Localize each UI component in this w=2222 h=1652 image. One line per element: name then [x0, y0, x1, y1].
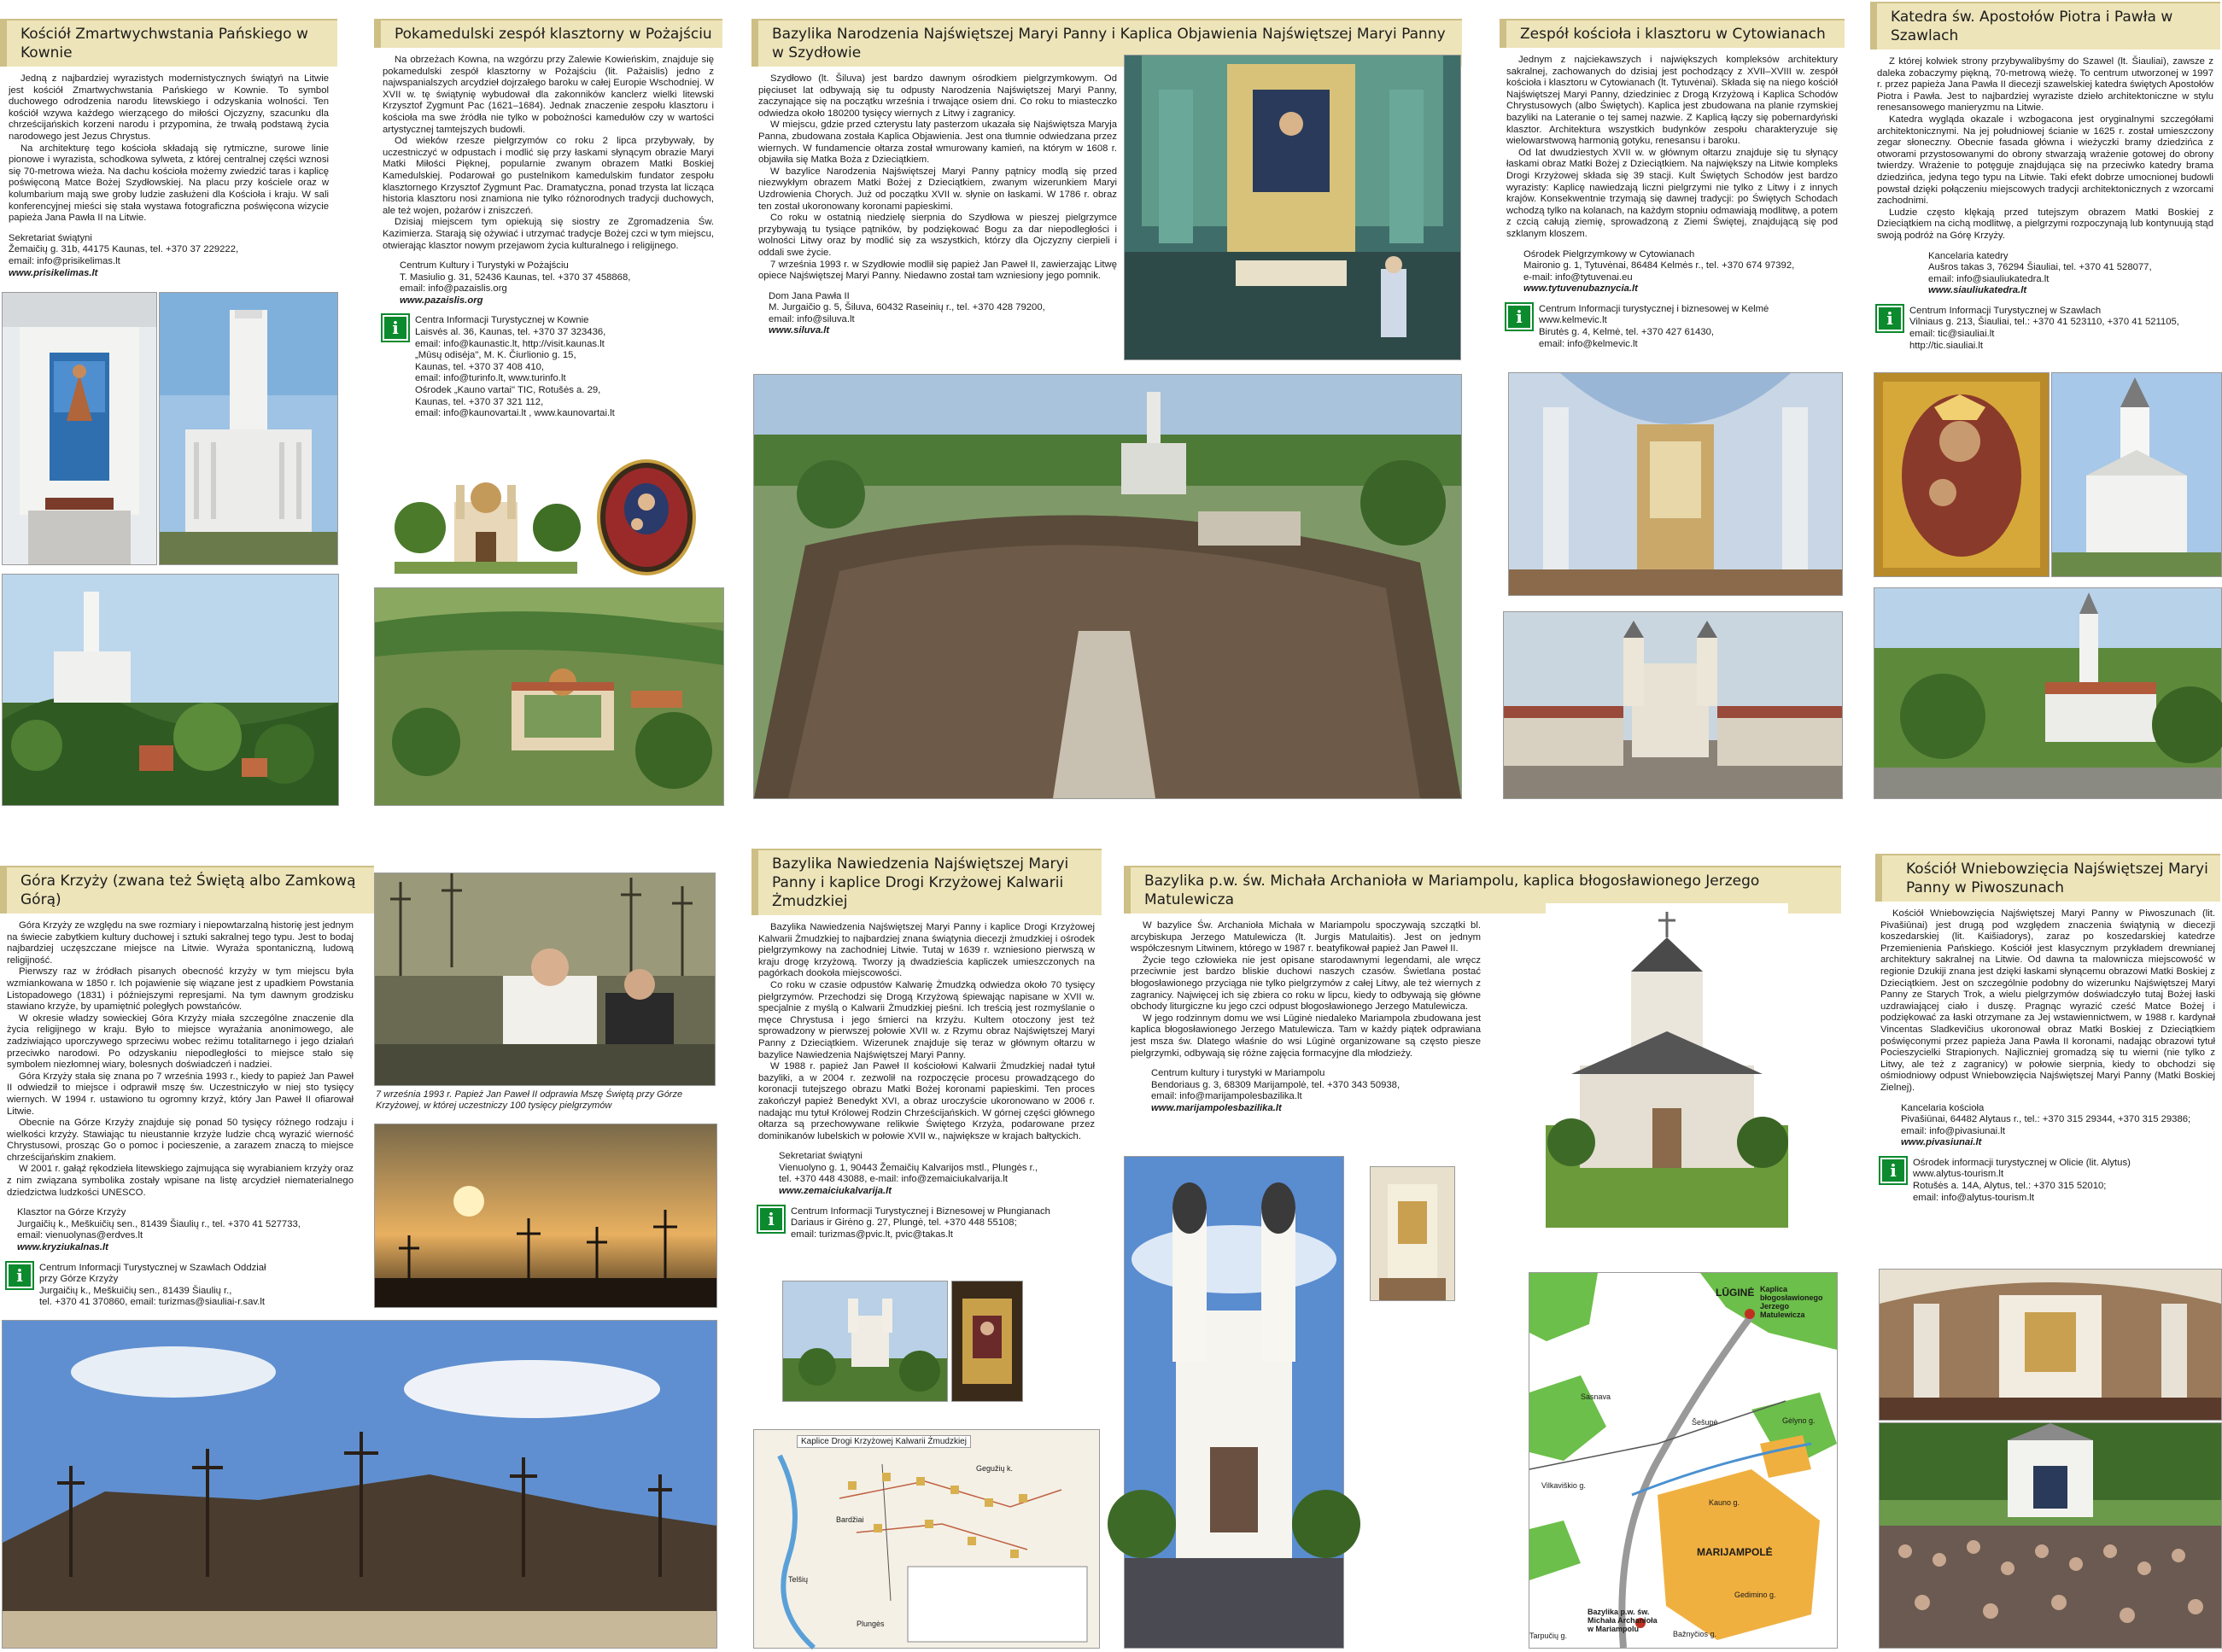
map-place-label: Plungės: [857, 1620, 885, 1628]
photo-madonna-painting: [1874, 372, 2050, 577]
map-road-label: Gedimino g.: [1734, 1591, 1776, 1599]
contact-block: Sekretariat świątyni Vienuolyno g. 1, 90443 Žemaičių Kalvarijos mstl., Plungės r., tel. +370 448 43088, e-mail: info@zemaiciukalvarija.lt www.zemaiciukalvarija.lt: [758, 1151, 1095, 1197]
map-chapel-label: Kaplica błogosławionego Jerzego Matulewicza: [1760, 1285, 1823, 1319]
panel-title: Katedra św. Apostołów Piotra i Pawła w Szawlach: [1870, 2, 2220, 50]
panel-body: Szydłowo (lt. Šiluva) jest bardzo dawnym ośrodkiem pielgrzymkowym. Od pięciuset lat odbywają się tu odpusty Narodzenia Najświętszej Maryi Panny, zaczynające się na początku września i trwające osiem dni. Co roku to miasteczko odwiedza około 180200 tysięcy wiernych z Litwy i zagranicy. W miejscu, gdzie przed czterystu laty pasterzom ukazała się Najświętsza Maryja Panna, zbudowana została Kaplica Objawienia. Jest ona tłumnie odwiedzana przez wiernych. W fundamencie ołtarza został wmurowany kamień, na którym w 1608 r. objawiła się Matka Boża z Dzieciątkiem. W bazylice Narodzenia Najświętszej Maryi Panny pątnicy modlą się przed niezwykłym obrazem Matki Bożej z Dzieciątkiem, zwanym wizerunkiem Maryi Uzdrowienia Chorych. Już od początku XVII w. słynie on łaskami. W 1786 r. obraz ten został ukoronowany koronami papieskimi. Co roku w ostatnią niedzielę sierpnia do Szydłowa w pieszej pielgrzymce przybywają tu tysiące pątników, by podziękować Bogu za dar niepodległości i wolności Litwy oraz by modlić się za wszystkich, którzy dla Ojczyzny cierpieli i oddali swe życie. 7 września 1993 r. w Szydłowie modlił się papież Jan Paweł II, zawierzając Litwę opiece Najświętszej Maryi Panny. Niedawno został tam wzniesiony jego pomnik.: [758, 73, 1117, 282]
website-link[interactable]: www.tytuvenubaznycia.lt: [1523, 283, 1638, 295]
map-city-label: MARIJAMPOLĖ: [1697, 1546, 1773, 1558]
map-place-label: Telšių: [788, 1575, 809, 1584]
panel-body: W bazylice Św. Archanioła Michała w Mariampolu spoczywają szczątki bl. arcybiskupa Jerzego Matulewicza (lt. Jurgis Matulaitis). Jest on jednym współczesnym Litwinem, którego w 1987 r. beatyfikował papież Jan Paweł II. Życie tego człowieka nie jest opisane starodawnymi legendami, ale wręcz przeciwnie jest bardzo bliskie duchowi naszych czasów. Świetlana postać błogosławionego przyciąga nie tylko pielgrzymów z całej Litwy, ale też wiernych z zagranicy. Najwięcej ich się zbiera co roku w lipcu, kiedy to odbywają się główne obchody liturgiczne ku jego czci odpust błogosławionego Jerzego Matulewicza. W jego rodzinnym domu we wsi Lūginė niedaleko Mariampola zbudowana jest kaplica błogosławionego Jerzego Matulewicza. Tam w każdy piątek odprawiana jest msza św. Dlatego właśnie do wsi Lūginė organizowane są często piesze pielgrzymki, odbywają się różne zajęcia formacyjne dla młodzieży.: [1131, 920, 1481, 1059]
contact-block: Kancelaria kościoła Pivašiūnai, 64482 Alytaus r., tel.: +370 315 29344, +370 315 29386; email: info@pivasiunai.lt www.pivasiunai.lt: [1880, 1103, 2215, 1149]
tourist-info-block: i Centra Informacji Turystycznej w Kownie Laisvės al. 36, Kaunas, tel. +370 37 323436, email: info@kaunastic.lt, http://visit.kaunas.lt „Mūsų odisėja", M. K. Čiurlionio g. 15, Kaunas, tel. +370 37 408 410, email: info@turinfo.lt, www.turinfo.lt Ośrodek „Kauno vartai" TIC, Rotušės a. 29, Kaunas, tel. +370 37 321 112, email: info@kaunovartai.lt , www.kaunovartai.lt: [383, 315, 714, 419]
photo-siluva-altar: [1124, 55, 1461, 360]
tourist-info-block: i Centrum Informacji Turystycznej w Szawlach Vilniaus g. 213, Šiauliai, tel.: +370 41 523110, +370 41 521105, email: tic@siauliai.lt http://tic.siauliai.lt: [1877, 306, 2213, 352]
panel-body: Jednym z najciekawszych i największych kompleksów architektury sakralnej, zachowanych do dzisiaj jest pochodzący z XVII–XVIII w. zespół kościoła i klasztoru w Cytowianach (lt. Tytuvėnai). Składa się na niego kościół Najświętszej Maryi Panny, dziedziniec z Drogą Krzyżową i Kaplica Schodów Chrystusowych (albo Świętych). Kaplica jest zbudowana na planie rzymskiej bazyliki na Lateranie o tej samej nazwie. Z Kaplicą łączy się pobernardyński klasztor. Architektura wszystkich budynków zespołu charakteryzuje się wielowarstwową harmonią gotyku, renesansu i baroku. Od lat dwudziestych XVII w. w głównym ołtarzu znajduje się tu słynący łaskami obraz Matki Bożej z Dzieciątkiem. Na największy na Litwie kompleks Drogi Krzyżowej składa się 39 stacji. Kult Świętych Schodów jest bardzo wyrazisty: Kaplicę nawiedzają liczni pielgrzymi nie tylko z Litwy i z innych krajów. Konsekwentnie trzymają się dawnej tradycji: po Świętych Schodach wchodzą tylko na kolanach, na każdym stopniu odmawiają modlitwę, a potem z czcią całują ziemię, sprowadzoną z Ziemi Świętej, znajdującą się pod szklanym kloszem.: [1506, 55, 1838, 239]
map-title: Kaplice Drogi Krzyżowej Kalwarii Żmudzkiej: [797, 1435, 971, 1448]
contact-block: Klasztor na Górze Krzyży Jurgaičių k., Meškuičių sen., 81439 Šiaulių r., tel. +370 41 527733, email: vienuolynas@erdves.lt www.kryziukalnas.lt: [7, 1207, 354, 1253]
panel-body: Kościół Wniebowzięcia Najświętszej Maryi Panny w Piwoszunach (lit. Pivašiūnai) jest drugą pod względem znaczenia świątynią w diecezji koszedarskiej (lit. Kaišiadorys), zaraz po koszedarskiej katedrze Przemienienia Pańskiego. Kościół jest klasycznym przykładem drewnianej architektury sakralnej na Litwie. Od dawna ta malownicza miejscowość w regionie Dzukiji znana jest dzięki łaskami słynącemu obrazowi Matki Boskiej z Dzieciątkiem. Jest on szczególnie podobny do wizerunku Najświętszej Maryi Panny ze Starych Trok, a wielu pielgrzymów doświadczyło tutaj Bożej łaski uzdrawiającej ciało i duszę. Pragnąc wyrazić cześć Matce Bożej i podziękować za łaski otrzymane za Jej wstawiennictwem, w 1988 r. kardynał Vincentas Sladkevičius ukoronował obraz Matki Boskiej z Dzieciątkiem poświęconymi przez papieża Jana Pawła II koronami, nadając obrazowi tytuł Pocieszycielki Strapionych. Najliczniej gromadzą się tu wierni (nie tylko z Litwy, ale też z zagranicy) w połowie sierpnia, kiedy to obchodzi się ośmiodniowy odpust Wniebowzięcia Najświętszej Maryi Panny (Matki Boskiej Zielnej).: [1880, 908, 2215, 1093]
map-road-label: Tarpučių g.: [1529, 1632, 1568, 1640]
contact-block: Centrum kultury i turystyki w Mariampolu Bendoriaus g. 3, 68309 Marijampolė, tel. +370 343 50938, email: info@marijampolesbazilika.lt www.marijampolesbazilika.lt: [1131, 1068, 1481, 1114]
website-link[interactable]: www.marijampolesbazilika.lt: [1151, 1102, 1282, 1113]
panel-title: Kościół Zmartwychwstania Pańskiego w Kownie: [0, 19, 337, 67]
map-basilica-label: Bazylika p.w. św. Michała Archanioła w Mariampolu: [1588, 1608, 1658, 1633]
info-icon: i: [1880, 1158, 1906, 1183]
map-road-label: Sasnava: [1581, 1392, 1611, 1401]
panel-title: Bazylika Narodzenia Najświętszej Maryi Panny i Kaplica Objawienia Najświętszej Maryi Panny w Szydłowie: [751, 19, 1462, 67]
panel-hill-of-crosses: [0, 866, 374, 1308]
photo-caption: 7 września 1993 r. Papież Jan Paweł II odprawia Mszę Świętą przy Górze Krzyżowej, w której uczestniczy 100 tysięcy pielgrzymów: [376, 1089, 683, 1111]
panel-pivasiunai: [1875, 854, 2220, 1281]
tourist-info-block: i Centrum Informacji turystycznej i biznesowej w Kelmė www.kelmevic.lt Birutės g. 4, Kelmė, tel. +370 427 61430, email: info@kelmevic.lt: [1506, 304, 1838, 350]
panel-title: Bazylika Nawiedzenia Najświętszej Maryi Panny i kaplice Drogi Krzyżowej Kalwarii Żmudzkiej: [751, 849, 1102, 915]
photo-luginė-chapel: [1546, 903, 1788, 1228]
contact-block: Dom Jana Pawła II M. Jurgaičio g. 5, Šiluva, 60432 Raseinių r., tel. +370 428 79200, email: info@siluva.lt www.siluva.lt: [758, 291, 1117, 337]
website-link[interactable]: www.kryziukalnas.lt: [17, 1242, 108, 1253]
map-road-label: Kauno g.: [1709, 1498, 1740, 1507]
photo-pope-mass: [374, 873, 716, 1086]
map-place-label: Gegužių k.: [976, 1464, 1014, 1473]
map-road-label: Vilkaviškio g.: [1541, 1481, 1586, 1490]
photo-church-hill: [2, 574, 339, 806]
website-link[interactable]: www.siauliukatedra.lt: [1928, 285, 2027, 296]
photo-tytuvenai-exterior: [1503, 611, 1843, 799]
photo-church-tower: [159, 292, 338, 565]
photo-kalvarija-altar: [951, 1281, 1023, 1402]
panel-body: Góra Krzyży ze względu na swe rozmiary i niepowtarzalną historię jest jednym na świecie zabytkiem kultury duchowej i sztuki sakralnej tego typu. Jest to bodaj najbardziej uczęszczane miejsce na Litwie. Wyraża spontaniczną, ludową religijność. Pierwszy raz w źródłach pisanych obecność krzyży w tym miejscu była wzmiankowana w 1850 r. Ich pojawienie się wiązane jest z upadkiem Powstania Listopadowego (1831) i późniejszymi represjami. Na tym dawnym grodzisku stawiano krzyże, by upamiętnić poległych powstańców. W okresie władzy sowieckiej Góra Krzyży miała szczególne znaczenie dla życia religijnego w kraju. Było to miejsce wyrażania anonimowego, ale zadziwiająco uporczywego sprzeciwu wobec reżimu totalitarnego i jego działań przeciwko narodowi. Po odzyskaniu niepodległości to miejsce stało się symbolem niezłomnej wiary, bolesnych doświadczeń i nadziei. Góra Krzyży stała się znana po 7 września 1993 r., kiedy to papież Jan Paweł II odwiedził to miejsce i odprawił mszę św. Uczestniczyło w niej sto tysięcy wiernych. W 1994 r. ustawiono tu ogromny krzyż, który Jan Paweł II ofiarował Litwie. Obecnie na Górze Krzyży znajduje się ponad 50 tysięcy różnego rodzaju i wielkości krzyży. Stawiając tu nieustannie krzyże ludzie chcą wyrazić wierność Chrystusowi, prosząc Go o pomoc i pocieszenie, a zarazem znaczą to miejsce chrześcijańskim znakiem. W 2001 r. gałąź rękodzieła litewskiego zajmująca się wyrabianiem krzyży oraz z nim związana symbolika zostały wpisane na listę arcydzieł niematerialnego dziedzictwa ludzkości UNESCO.: [7, 920, 354, 1198]
map-road-label: Šešupė: [1692, 1418, 1718, 1427]
photo-hill-of-crosses-panorama: [2, 1320, 717, 1649]
photo-basilica-interior-altar: [1370, 1166, 1455, 1301]
contact-block: Sekretariat świątyni Žemaičių g. 31b, 44175 Kaunas, tel. +370 37 229222, email: info@prisikelimas.lt www.prisikelimas.lt: [9, 233, 329, 279]
photo-kalvarija-town: [782, 1281, 948, 1402]
map-road-label: Gėlyno g.: [1782, 1416, 1816, 1425]
info-icon: i: [758, 1206, 784, 1232]
photo-pazaislis-church: [395, 468, 577, 574]
info-icon: i: [1877, 306, 1903, 331]
photo-siluva-pilgrims-aerial: [753, 374, 1462, 799]
photo-pazaislis-aerial: [374, 587, 724, 806]
photo-tytuvenai-interior: [1508, 372, 1843, 596]
panel-body: Jedną z najbardziej wyrazistych modernistycznych świątyń na Litwie jest kościół Zmartwychwstania Pańskiego w Kownie. To symbol duchowego odrodzenia narodu litewskiego i odzyskania wolności. Ten kościół wzywa każdego wierzącego do miłości Ojczyzny, szacunku dla chrześcijańskich korzeni narodu i przypomina, że trwałą podstawą życia narodowego jest Jezus Chrystus. Na architekturę tego kościoła składają się rytmiczne, surowe linie pionowe i wyrazista, schodkowa sylweta, z której centralnej części wznosi się 70-metrowa wieża. Na dachu kościoła możemy zwiedzić taras i kaplicę poświęconą Matce Bożej Szydłowskiej. Na placu przy kościele oraz w kolumbarium mają swe groby ludzie zasłużeni dla Kościoła i kraju. W sali konferencyjnej mieści się stała wystawa fotograficzna poświęcona wizycie papieża Jana Pawła II na Litwie.: [9, 73, 329, 224]
panel-title: Bazylika p.w. św. Michała Archanioła w Mariampolu, kaplica błogosławionego Jerzego Matulewicza: [1124, 866, 1841, 914]
website-link[interactable]: www.pazaislis.org: [400, 295, 483, 306]
contact-block: Kancelaria katedry Aušros takas 3, 76294 Šiauliai, tel. +370 41 528077, email: info@siauliukatedra.lt www.siauliukatedra.lt: [1877, 251, 2213, 297]
panel-title: Kościół Wniebowzięcia Najświętszej Maryi Panny w Piwoszunach: [1875, 854, 2220, 902]
panel-zemaiciu-kalvarija: [751, 849, 1102, 1275]
tourist-info-block: i Centrum Informacji Turystycznej i Biznesowej w Płungianach Dariaus ir Girėno g. 27, Plungė, tel. +370 448 55108; email: turizmas@pvic.lt, pvic@takas.lt: [758, 1206, 1095, 1241]
panel-title: Góra Krzyży (zwana też Świętą albo Zamkową Górą): [0, 866, 374, 914]
website-link[interactable]: www.zemaiciukalvarija.lt: [779, 1186, 892, 1197]
panel-body: Z której kolwiek strony przybywalibyśmy do Szawel (lt. Šiauliai), zawsze z daleka zobaczymy piękną, 70-metrową wieżę. To centrum utworzonej w 1997 r. przez papieża Jana Pawła II diecezji szawelskiej katedra świętych Apostołów Piotra i Pawła. Jest to najbardziej wyraziste dzieło architektoniczne w stylu renesansowego manieryzmu na Litwie. Katedra wygląda okazale i wzbogacona jest oryginalnymi szczegółami architektonicznymi. Na jej południowej ścianie w 1625 r. został umieszczony zegar słoneczny. Obecnie fasada główna i wieżyczki bramy dziedzińca z otworami przystosowanymi do obrony stwarzają wrażenie gotowej do obrony twierdzy. Wrażenie to potęguje znajdująca się na przeciwko katedry brama dziedzińca, jedyna tego typu na Litwie. Taki efekt dobrze umocnionej budowli powstał dzięki połączeniu miejscowych tradycji architektonicznych z wzorcami zachodnimi. Ludzie często klękają przed tutejszym obrazem Matki Boskiej z Dzieciątkiem na cichą modlitwę, a pielgrzymi rozpoczynają lub kontynuują stąd swoją podróż na Górę Krzyży.: [1877, 56, 2213, 241]
panel-title: Zespół kościoła i klasztoru w Cytowianach: [1500, 19, 1845, 48]
website-link[interactable]: www.pivasiunai.lt: [1901, 1137, 1982, 1148]
contact-block: Centrum Kultury i Turystyki w Pożajściu T. Masiulio g. 31, 52436 Kaunas, tel. +370 37 458868, email: info@pazaislis.org www.pazaislis.org: [383, 260, 714, 306]
panel-body: Na obrzeżach Kowna, na wzgórzu przy Zalewie Kowieńskim, znajduje się pokamedulski zespół klasztorny w Pożajściu (lit. Pažaislis) jedno z najwspanialszych arcydzieł dojrzałego baroku w całej Europie Wschodniej. W XVII w. tę świątynię wybudował dla zakonników kanclerz wielki litewski Krzysztof Zygmunt Pac (1621–1684). Jednak znaczenie zespołu klasztoru i kościoła ma swe źródła nie tylko w pobożności kamedułów czy w wartości artystycznej tamtejszych budowli. Od wieków rzesze pielgrzymów co roku 2 lipca przybywały, by uczestniczyć w odpustach i modlić się przy łaskami słynącym obrazie Maryi Matki Miłości Pięknej, popularnie zwanym obrazem Matki Boskiej Kamedulskiej. Podarował go pustelnikom kamedulskim fundator zespołu klasztornego Krzysztof Zygmunt Pac. Dramatyczna, ponad trzysta lat licząca historia klasztoru nosi znamiona nie tylko różnorodnych tradycji duchowych, ale też wojen, pożarów i zniszczeń. Dzisiaj miejscem tym opiekują się siostry ze Zgromadzenia Św. Kazimierza. Starają się ożywiać i utrzymać tradycje Bożej czci w tym miejscu, otwierając klasztor nowym przejawom życia kulturalnego i religijnego.: [383, 55, 714, 251]
info-icon: i: [7, 1263, 32, 1288]
website-link[interactable]: www.prisikelimas.lt: [9, 267, 98, 278]
info-icon: i: [383, 315, 408, 341]
info-icon: i: [1506, 304, 1532, 330]
photo-crosses-sunset: [374, 1124, 717, 1308]
map-kalvarija-chapels: [753, 1429, 1100, 1649]
photo-pivasiunai-interior: [1879, 1269, 2222, 1421]
panel-title: Pokamedulski zespół klasztorny w Pożajściu: [374, 19, 722, 48]
map-road-label: Bažnyčios g.: [1673, 1630, 1717, 1638]
contact-block: Ośrodek Pielgrzymkowy w Cytowianach Maironio g. 1, Tytuvėnai, 86484 Kelmės r., tel. +370 674 97392, e-mail: info@tytuvenai.eu www.tytuvenubaznycia.lt: [1506, 249, 1838, 295]
map-place-label: Bardžiai: [836, 1515, 864, 1524]
photo-church-interior: [2, 292, 157, 565]
map-village-label: LŪGINĖ: [1716, 1287, 1755, 1299]
tourist-info-block: i Centrum Informacji Turystycznej w Szawlach Oddział przy Górze Krzyży Jurgaičių k., Meškuičių sen., 81439 Šiaulių r., tel. +370 41 370860, email: turizmas@siauliai-r.sav.lt: [7, 1263, 354, 1309]
photo-madonna-icon: [596, 458, 697, 577]
photo-pivasiunai-pilgrims: [1879, 1422, 2222, 1649]
photo-marijampole-basilica: [1124, 1156, 1344, 1649]
map-marijampole: [1529, 1272, 1838, 1649]
website-link[interactable]: www.siluva.lt: [769, 325, 830, 336]
photo-cathedral-aerial: [1874, 587, 2222, 799]
photo-cathedral-tower: [2051, 372, 2222, 577]
panel-body: Bazylika Nawiedzenia Najświętszej Maryi Panny i kaplice Drogi Krzyżowej Kalwarii Żmudzkiej to najbardziej znana świątynia diecezji żmudzkiej i ośrodek pielgrzymkowy na zachodniej Litwie. Tutaj w 1639 r. wzniesiono pierwszą w kraju drogę krzyżową. Tworzy ją dwadzieścia kapliczek umieszczonych na pagórkach dookoła miejscowości. Co roku w czasie odpustów Kalwarię Żmudzką odwiedza około 70 tysięcy pielgrzymów. Przechodzi się Drogą Krzyżową śpiewając napisane w XVII w. specjalnie z myślą o Kalwarii Żmudzkiej pieśni. Ich treścią jest rozmyślanie o męce Chrystusa i jego śmierci na krzyżu. Kultem otoczony jest też sprowadzony w pierwszej połowie XVII w. z Rzymu obraz Najświętszej Maryi Panny z Dzieciątkiem. Wizerunek znajduje się teraz w głównym ołtarzu w bazylice Nawiedzenia Najświętszej Maryi Panny. W 1988 r. papież Jan Paweł II kościołowi Kalwarii Żmudzkiej nadał tytuł bazyliki, a w 2004 r. zezwolił na rozpoczęcie procesu prowadzącego do koronacji tutejszego obrazu Matki Bożej koronami papieskimi. Ten proces zakończył papież Benedykt XVI, a obraz uroczyście ukoronowano w 2006 r. nadając mu tytuł Królowej Rodzin Chrześcijańskich. W górnej części głównego ołtarza są przechowywane relikwie Świętego Krzyża, podarowane przez dominikanów lubelskich w połowie XVII w., największe w krajach bałtyckich.: [758, 922, 1095, 1141]
tourist-info-block: i Ośrodek informacji turystycznej w Olicie (lit. Alytus) www.alytus-tourism.lt Rotušės a. 14A, Alytus, tel.: +370 315 52010; email: info@alytus-tourism.lt: [1880, 1158, 2215, 1204]
